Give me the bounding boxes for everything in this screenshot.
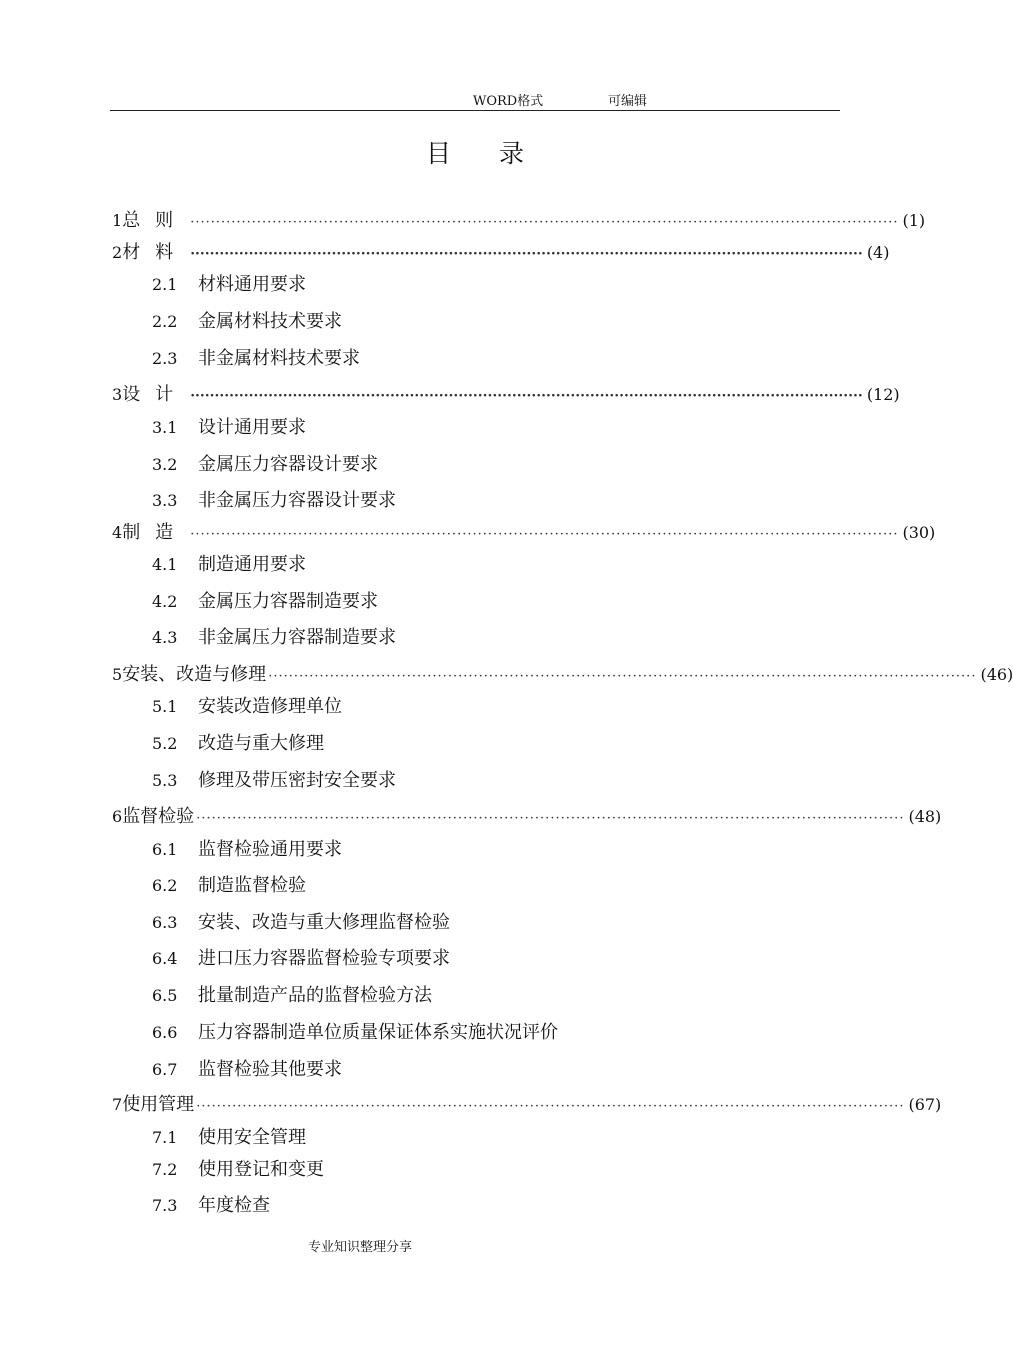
section-number: 7.3 (152, 1196, 178, 1215)
section-number: 6.3 (152, 913, 178, 932)
chapter-page: (12) (866, 385, 900, 404)
section-label: 非金属材料技术要求 (198, 348, 360, 369)
toc-section-6-3[interactable] (152, 908, 450, 932)
section-number: 6.4 (152, 949, 178, 968)
section-number: 4.1 (152, 555, 178, 574)
chapter-label: 安装、改造与修理 (122, 664, 267, 685)
header-editable-label: 可编辑 (608, 94, 648, 109)
toc-section-2-1[interactable] (152, 270, 306, 294)
dot-leader: ·········································································································································· (268, 669, 977, 684)
toc-chapter-1[interactable] (112, 206, 926, 231)
toc-section-7-3[interactable] (152, 1191, 270, 1215)
section-label: 进口压力容器监督检验专项要求 (198, 948, 450, 969)
section-number: 5.3 (152, 771, 178, 790)
toc-section-6-6[interactable] (152, 1018, 558, 1042)
chapter-label: 总则 (122, 210, 189, 231)
section-label: 材料通用要求 (198, 274, 306, 295)
chapter-label: 材料 (122, 242, 189, 263)
toc-section-7-2[interactable] (152, 1155, 324, 1179)
section-label: 安装改造修理单位 (198, 696, 342, 717)
toc-chapter-4[interactable] (112, 518, 936, 543)
dot-leader: ·········································································································································· (190, 246, 863, 262)
section-label: 设计通用要求 (198, 417, 306, 438)
toc-section-5-1[interactable] (152, 692, 342, 716)
section-number: 4.3 (152, 628, 178, 647)
section-label: 改造与重大修理 (198, 733, 324, 754)
section-number: 6.2 (152, 876, 178, 895)
toc-section-4-3[interactable] (152, 623, 396, 647)
section-number: 7.2 (152, 1160, 178, 1179)
section-label: 监督检验其他要求 (198, 1059, 342, 1080)
section-number: 6.5 (152, 986, 178, 1005)
toc-section-3-1[interactable] (152, 413, 306, 437)
toc-section-2-3[interactable] (152, 344, 360, 368)
chapter-page: (67) (908, 1095, 942, 1114)
toc-section-7-1[interactable] (152, 1123, 306, 1147)
chapter-label: 制造 (122, 522, 189, 543)
dot-leader: ·········································································································································· (196, 1099, 905, 1114)
section-label: 使用安全管理 (198, 1127, 306, 1148)
section-label: 金属压力容器设计要求 (198, 454, 378, 475)
toc-chapter-3[interactable] (112, 380, 900, 405)
section-number: 3.2 (152, 455, 178, 474)
toc-section-4-2[interactable] (152, 587, 378, 611)
chapter-number: 3 (112, 385, 123, 404)
chapter-number: 2 (112, 243, 123, 262)
section-label: 使用登记和变更 (198, 1159, 324, 1180)
dot-leader: ·········································································································································· (190, 215, 899, 230)
section-label: 年度检查 (198, 1195, 270, 1216)
toc-chapter-7[interactable] (112, 1090, 942, 1115)
section-label: 修理及带压密封安全要求 (198, 770, 396, 791)
toc-section-4-1[interactable] (152, 550, 306, 574)
toc-section-6-5[interactable] (152, 981, 432, 1005)
section-label: 非金属压力容器制造要求 (198, 627, 396, 648)
chapter-page: (1) (902, 211, 926, 230)
toc-section-6-1[interactable] (152, 835, 342, 859)
section-label: 金属压力容器制造要求 (198, 591, 378, 612)
toc-chapter-5[interactable] (112, 660, 1013, 685)
section-number: 5.2 (152, 734, 178, 753)
toc-section-6-4[interactable] (152, 944, 450, 968)
section-label: 制造监督检验 (198, 875, 306, 896)
chapter-number: 6 (112, 807, 123, 826)
dot-leader: ·········································································································································· (190, 527, 899, 542)
chapter-label: 设计 (122, 384, 189, 405)
chapter-label: 监督检验 (122, 806, 195, 827)
page-footer: 专业知识整理分享 (308, 1240, 413, 1255)
toc-title: 目录 (425, 139, 572, 168)
header-format-label: WORD格式 (473, 94, 544, 109)
toc-chapter-6[interactable] (112, 802, 942, 827)
toc-chapter-2[interactable] (112, 238, 890, 263)
toc-section-5-3[interactable] (152, 766, 396, 790)
chapter-label: 使用管理 (122, 1094, 195, 1115)
section-number: 2.3 (152, 349, 178, 368)
section-label: 批量制造产品的监督检验方法 (198, 985, 432, 1006)
section-number: 7.1 (152, 1128, 178, 1147)
chapter-page: (48) (908, 807, 942, 826)
toc-section-6-7[interactable] (152, 1055, 342, 1079)
section-number: 4.2 (152, 592, 178, 611)
section-number: 6.7 (152, 1060, 178, 1079)
section-number: 6.6 (152, 1023, 178, 1042)
chapter-number: 4 (112, 523, 123, 542)
section-number: 6.1 (152, 840, 178, 859)
toc-section-3-3[interactable] (152, 486, 396, 510)
chapter-page: (30) (902, 523, 936, 542)
section-label: 安装、改造与重大修理监督检验 (198, 912, 450, 933)
chapter-number: 7 (112, 1095, 123, 1114)
section-label: 制造通用要求 (198, 554, 306, 575)
toc-section-2-2[interactable] (152, 307, 342, 331)
section-number: 5.1 (152, 697, 178, 716)
section-label: 非金属压力容器设计要求 (198, 490, 396, 511)
section-number: 2.1 (152, 275, 178, 294)
toc-section-3-2[interactable] (152, 450, 378, 474)
dot-leader: ·········································································································································· (196, 811, 905, 826)
chapter-number: 5 (112, 665, 123, 684)
dot-leader: ·········································································································································· (190, 388, 863, 404)
toc-section-5-2[interactable] (152, 729, 324, 753)
section-label: 监督检验通用要求 (198, 839, 342, 860)
section-number: 3.3 (152, 491, 178, 510)
chapter-number: 1 (112, 211, 123, 230)
section-number: 3.1 (152, 418, 178, 437)
section-label: 压力容器制造单位质量保证体系实施状况评价 (198, 1022, 558, 1043)
chapter-page: (4) (866, 243, 890, 262)
section-number: 2.2 (152, 312, 178, 331)
toc-section-6-2[interactable] (152, 871, 306, 895)
chapter-page: (46) (980, 665, 1013, 684)
section-label: 金属材料技术要求 (198, 311, 342, 332)
